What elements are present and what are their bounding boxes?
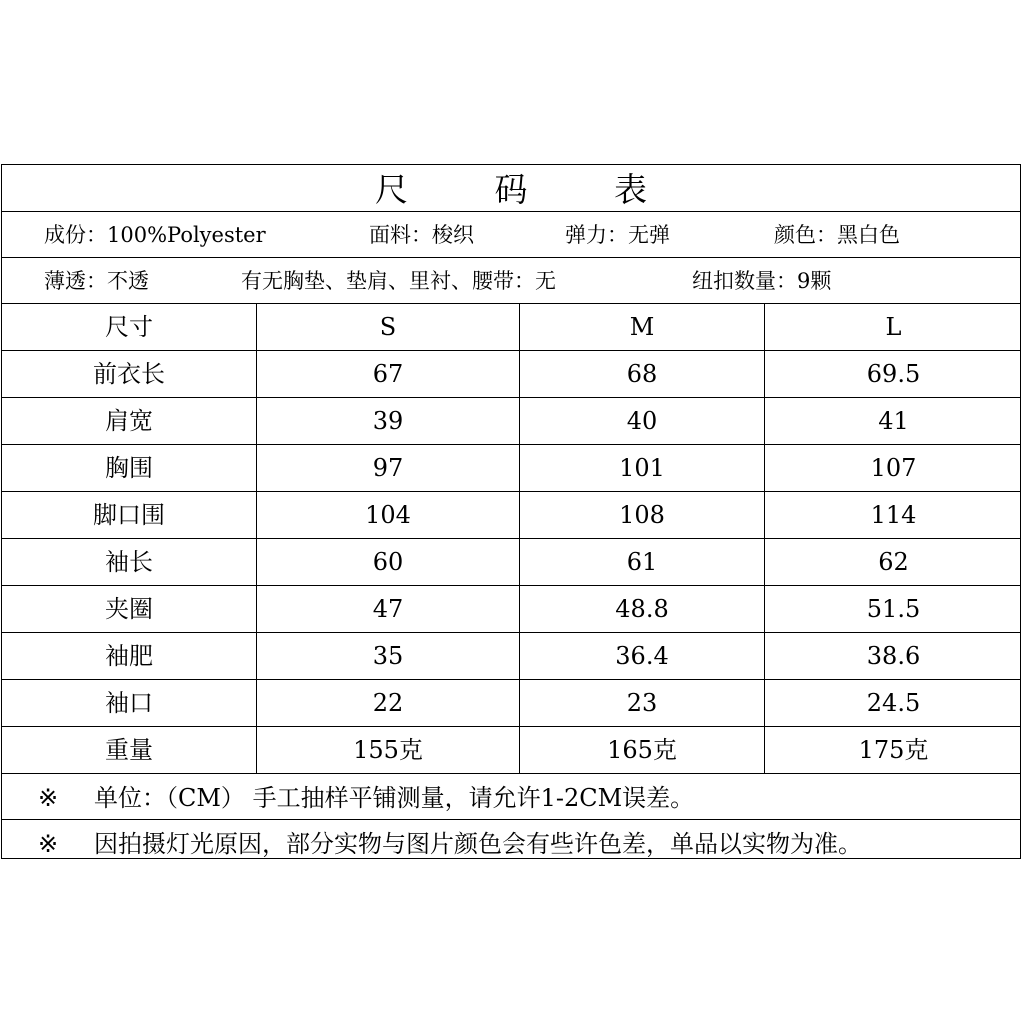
table-row <box>2 445 1020 492</box>
size-value: 36.4 <box>520 633 765 679</box>
size-value: 68 <box>520 351 765 397</box>
size-value: 67 <box>257 351 520 397</box>
info-row-2 <box>2 258 1020 304</box>
size-value: 165克 <box>520 727 765 773</box>
color-disclaimer-note: 因拍摄灯光原因，部分实物与图片颜色会有些许色差，单品以实物为准。 <box>94 830 862 858</box>
color-info: 颜色：黑白色 <box>774 223 900 247</box>
sheer-info: 薄透：不透 <box>44 269 149 293</box>
size-value: 97 <box>257 445 520 491</box>
info-row-1 <box>2 212 1020 258</box>
unit-note: 单位：（CM） 手工抽样平铺测量，请允许1-2CM误差。 <box>94 784 695 812</box>
row-label: 重量 <box>2 727 257 773</box>
table-row <box>2 633 1020 680</box>
table-row <box>2 539 1020 586</box>
chart-title: 尺 码 表 <box>375 170 685 209</box>
table-row <box>2 586 1020 633</box>
row-label: 胸围 <box>2 445 257 491</box>
size-value: 48.8 <box>520 586 765 632</box>
note-row <box>2 774 1020 820</box>
size-value: 38.6 <box>866 642 921 670</box>
note-row <box>2 820 1020 866</box>
row-label: 夹圈 <box>2 586 257 632</box>
size-value: 108 <box>520 492 765 538</box>
header-row <box>2 304 1020 351</box>
table-row <box>2 727 1020 774</box>
size-value: 51.5 <box>866 595 921 623</box>
reference-mark: ※ <box>38 830 59 858</box>
header-cell: L <box>885 313 902 341</box>
table-row <box>2 492 1020 539</box>
reference-mark: ※ <box>38 784 59 812</box>
title-row <box>2 165 1020 212</box>
size-value: 107 <box>870 454 917 482</box>
row-label: 前衣长 <box>2 351 257 397</box>
size-value: 175克 <box>858 736 929 764</box>
size-value: 155克 <box>257 727 520 773</box>
table-row <box>2 351 1020 398</box>
size-value: 39 <box>257 398 520 444</box>
size-value: 47 <box>257 586 520 632</box>
size-chart <box>1 164 1021 859</box>
size-value: 61 <box>520 539 765 585</box>
fabric-info: 面料：梭织 <box>369 223 474 247</box>
size-value: 69.5 <box>866 360 921 388</box>
size-value: 41 <box>878 407 909 435</box>
composition-info: 成份：100%Polyester <box>44 223 266 247</box>
size-value: 35 <box>257 633 520 679</box>
size-value: 23 <box>520 680 765 726</box>
header-cell: M <box>520 304 765 350</box>
row-label: 袖口 <box>2 680 257 726</box>
header-cell: S <box>257 304 520 350</box>
padding-info: 有无胸垫、垫肩、里衬、腰带：无 <box>241 269 556 293</box>
header-cell: 尺寸 <box>2 304 257 350</box>
stretch-info: 弹力：无弹 <box>565 223 670 247</box>
row-label: 肩宽 <box>2 398 257 444</box>
size-value: 40 <box>520 398 765 444</box>
size-value: 24.5 <box>866 689 921 717</box>
size-value: 22 <box>257 680 520 726</box>
size-value: 101 <box>520 445 765 491</box>
size-value: 60 <box>257 539 520 585</box>
size-value: 104 <box>257 492 520 538</box>
size-value: 114 <box>870 501 917 529</box>
row-label: 袖长 <box>2 539 257 585</box>
table-row <box>2 398 1020 445</box>
row-label: 脚口围 <box>2 492 257 538</box>
size-value: 62 <box>878 548 909 576</box>
table-row <box>2 680 1020 727</box>
buttons-info: 纽扣数量：9颗 <box>692 269 832 293</box>
row-label: 袖肥 <box>2 633 257 679</box>
